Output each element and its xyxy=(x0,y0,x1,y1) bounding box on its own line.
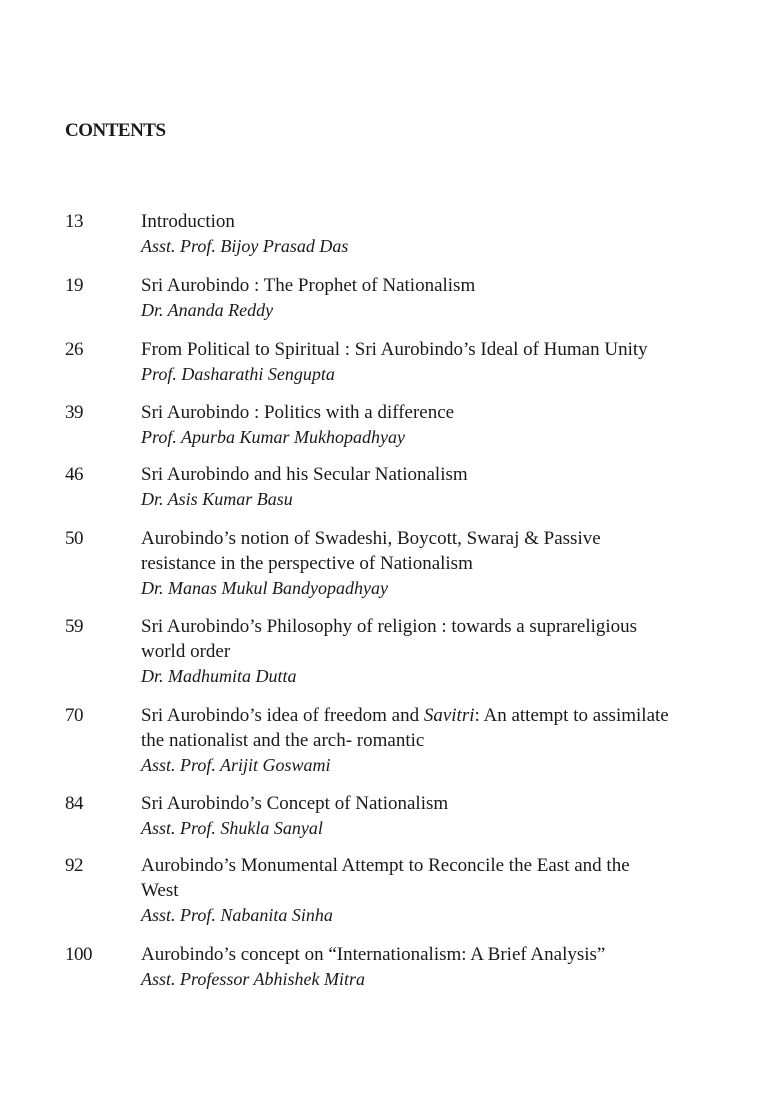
toc-title: Aurobindo’s Monumental Attempt to Reconcile the East and the xyxy=(141,855,630,876)
toc-title: Sri Aurobindo’s Philosophy of religion : towards a suprareligious xyxy=(141,616,638,637)
toc-page-number: 70 xyxy=(65,705,83,726)
toc-page-number: 46 xyxy=(65,464,83,485)
toc-author: Dr. Madhumita Dutta xyxy=(141,666,297,686)
toc-page-number: 59 xyxy=(65,616,83,637)
toc-author: Prof. Dasharathi Sengupta xyxy=(141,364,335,384)
toc-author: Asst. Prof. Shukla Sanyal xyxy=(141,818,323,838)
toc-author: Asst. Prof. Arijit Goswami xyxy=(141,755,331,775)
toc-title: Aurobindo’s notion of Swadeshi, Boycott, Swaraj & Passive xyxy=(141,528,601,549)
toc-title: world order xyxy=(141,641,231,662)
toc-title: the nationalist and the arch- romantic xyxy=(141,730,425,751)
toc-title: From Political to Spiritual : Sri Aurobindo’s Ideal of Human Unity xyxy=(141,339,648,360)
toc-title: Introduction xyxy=(141,211,235,232)
toc-title: Sri Aurobindo : The Prophet of Nationalism xyxy=(141,275,476,296)
toc-page-number: 39 xyxy=(65,402,83,423)
toc-title: Sri Aurobindo’s Concept of Nationalism xyxy=(141,793,449,814)
toc-page-number: 50 xyxy=(65,528,83,549)
toc-title-text: Sri Aurobindo’s idea of freedom and xyxy=(141,705,424,726)
toc-author: Asst. Prof. Nabanita Sinha xyxy=(141,905,333,925)
toc-title: resistance in the perspective of Nationalism xyxy=(141,553,473,574)
toc-page-number: 100 xyxy=(65,944,92,965)
toc-author: Prof. Apurba Kumar Mukhopadhyay xyxy=(141,427,405,447)
toc-author: Dr. Manas Mukul Bandyopadhyay xyxy=(141,578,388,598)
toc-author: Asst. Professor Abhishek Mitra xyxy=(141,969,365,989)
toc-title: Aurobindo’s concept on “Internationalism: A Brief Analysis” xyxy=(141,944,606,965)
toc-author: Dr. Asis Kumar Basu xyxy=(141,489,293,509)
toc-page-number: 13 xyxy=(65,211,83,232)
toc-page-number: 26 xyxy=(65,339,83,360)
toc-author: Dr. Ananda Reddy xyxy=(141,300,274,320)
toc-title xyxy=(141,703,741,728)
toc-title: Sri Aurobindo : Politics with a difference xyxy=(141,402,455,423)
toc-page-number: 92 xyxy=(65,855,83,876)
toc-author: Asst. Prof. Bijoy Prasad Das xyxy=(141,236,349,256)
page-title: CONTENTS xyxy=(65,120,166,141)
toc-title-text: : An attempt to assimilate xyxy=(474,705,669,726)
toc-title: Sri Aurobindo and his Secular Nationalism xyxy=(141,464,468,485)
toc-page-number: 19 xyxy=(65,275,83,296)
toc-page-number: 84 xyxy=(65,793,83,814)
toc-title-italic: Savitri xyxy=(423,705,475,726)
toc-title: West xyxy=(141,880,179,901)
